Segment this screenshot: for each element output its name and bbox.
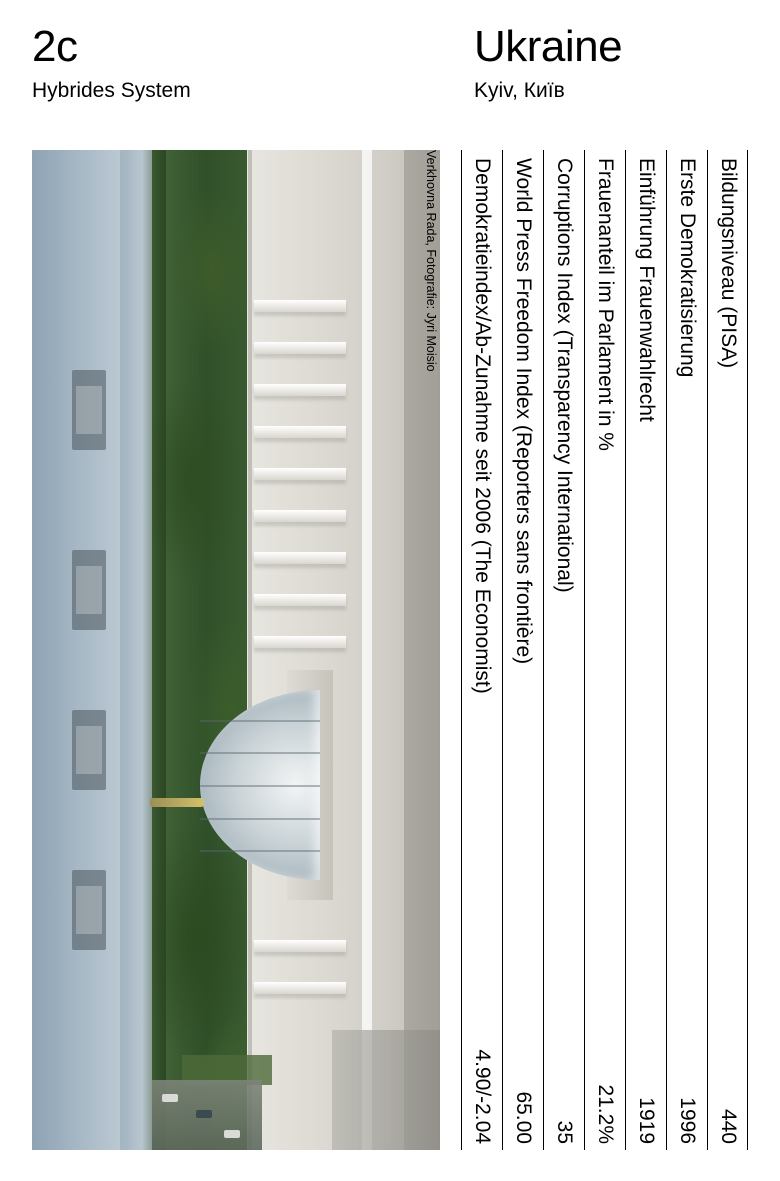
table-row xyxy=(502,150,543,1150)
country-name: Ukraine xyxy=(474,22,623,71)
portico-column xyxy=(254,636,346,648)
car xyxy=(162,1094,178,1102)
indicator-value: 65.00 xyxy=(512,1091,536,1144)
dome-rib xyxy=(200,818,320,820)
car xyxy=(224,1130,240,1138)
portico-column xyxy=(254,982,346,994)
table-row xyxy=(461,150,502,1150)
indicator-value: 1919 xyxy=(635,1097,659,1144)
portico-column xyxy=(254,426,346,438)
indicator-label: Corruptions Index (Transparency International) xyxy=(553,158,577,593)
bridge-pylon xyxy=(72,550,106,630)
portico-column xyxy=(254,300,346,312)
photo-panel xyxy=(32,150,440,1150)
bridge-pylon xyxy=(72,370,106,450)
table-row xyxy=(666,150,707,1150)
indicator-rows xyxy=(452,150,748,1150)
system-name: Hybrides System xyxy=(32,79,191,102)
indicator-label: Erste Demokratisierung xyxy=(676,158,700,378)
tree-edge-shadow xyxy=(142,150,166,1150)
portico-column xyxy=(254,594,346,606)
table-row xyxy=(584,150,625,1150)
capital-name: Kyiv, Київ xyxy=(474,79,565,102)
photo-credit: Verkhovna Rada, Fotografie: Jyri Moisio xyxy=(424,150,438,372)
dome-rib xyxy=(200,850,320,852)
portico-column xyxy=(254,384,346,396)
header-left-group xyxy=(32,22,472,104)
header-right-group xyxy=(474,22,774,104)
indicator-label: Bildungsniveau (PISA) xyxy=(717,158,741,369)
portico-column xyxy=(254,940,346,952)
indicator-label: Einführung Frauenwahlrecht xyxy=(635,158,659,422)
table-row xyxy=(625,150,666,1150)
portico-column xyxy=(254,342,346,354)
verkhovna-rada-photo xyxy=(32,150,440,1150)
dome-spire xyxy=(150,798,204,807)
street xyxy=(152,1080,262,1150)
building-cornice xyxy=(362,150,372,1150)
dome-rib xyxy=(200,785,320,787)
indicator-table xyxy=(452,150,748,1150)
indicator-value: 1996 xyxy=(676,1097,700,1144)
portico-column xyxy=(254,552,346,564)
table-row xyxy=(707,150,748,1150)
indicator-value: 35 xyxy=(553,1120,577,1144)
page-header xyxy=(32,22,748,130)
indicator-label: Demokratieindex/Ab-Zunahme seit 2006 (The Economist) xyxy=(471,158,495,694)
bridge-pylon xyxy=(72,870,106,950)
dome-rib xyxy=(200,720,320,722)
indicator-label: World Press Freedom Index (Reporters sans frontière) xyxy=(512,158,536,665)
building-roof-line xyxy=(248,150,252,1150)
system-code: 2c xyxy=(32,22,78,71)
table-row xyxy=(543,150,584,1150)
indicator-value: 440 xyxy=(717,1108,741,1144)
dome-rib xyxy=(200,752,320,754)
bridge-pylon xyxy=(72,710,106,790)
portico-column xyxy=(254,510,346,522)
indicator-value: 21.2% xyxy=(594,1084,618,1144)
indicator-value: 4.90/-2.04 xyxy=(471,1049,495,1144)
portico-column xyxy=(254,468,346,480)
indicator-label: Frauenanteil im Parlament in % xyxy=(594,158,618,451)
car xyxy=(196,1110,212,1118)
